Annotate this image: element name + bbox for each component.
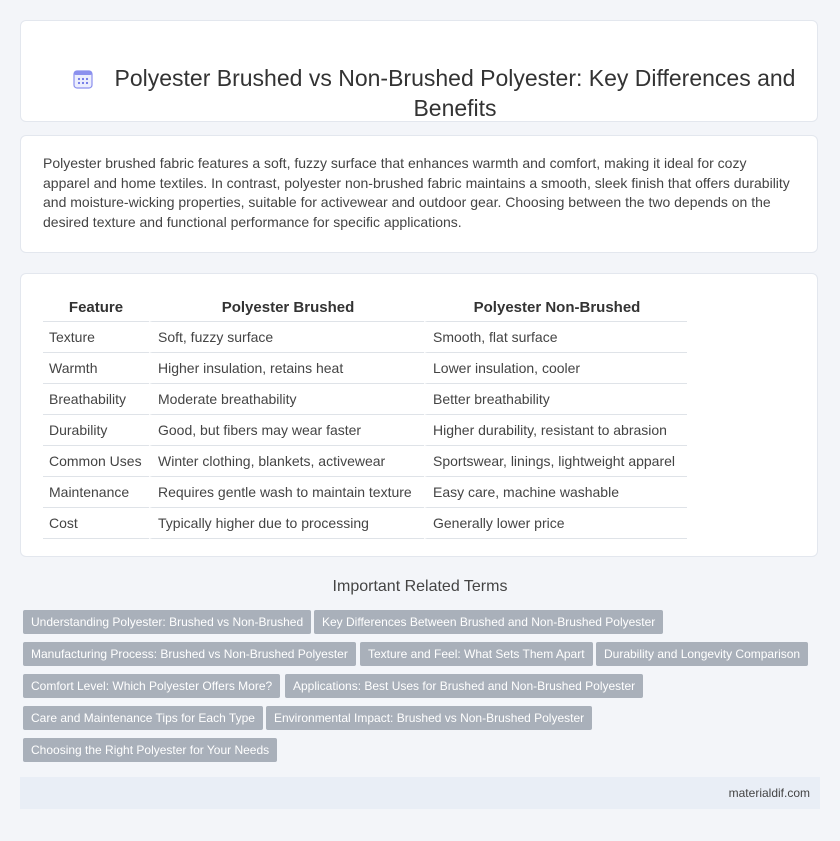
related-term-tag[interactable]: Understanding Polyester: Brushed vs Non-Brushed (23, 610, 311, 634)
feature-cell: Common Uses (43, 446, 149, 477)
intro-paragraph: Polyester brushed fabric features a soft, fuzzy surface that enhances warmth and comfort, making it ideal for cozy apparel and home textiles. In contrast, polyester non-brushed fabric maintains a smooth, sleek finish that offers durability and moisture-wicking properties, suitable for activewear and outdoor gear. Choosing between the two depends on the desired texture and functional performance for specific applications. (43, 155, 790, 230)
non-brushed-cell: Lower insulation, cooler (424, 353, 687, 384)
brushed-cell: Higher insulation, retains heat (149, 353, 424, 384)
non-brushed-cell: Sportswear, linings, lightweight apparel (424, 446, 687, 477)
table-row (43, 415, 687, 446)
brushed-cell: Good, but fibers may wear faster (149, 415, 424, 446)
header-non-brushed: Polyester Non-Brushed (424, 294, 687, 322)
related-term-tag[interactable]: Durability and Longevity Comparison (596, 642, 808, 666)
brushed-cell: Requires gentle wash to maintain texture (149, 477, 424, 508)
related-term-tag[interactable]: Care and Maintenance Tips for Each Type (23, 706, 263, 730)
footer (20, 777, 820, 809)
related-term-tag[interactable]: Manufacturing Process: Brushed vs Non-Brushed Polyester (23, 642, 356, 666)
page-title: Polyester Brushed vs Non-Brushed Polyester: Key Differences and Benefits (114, 65, 796, 121)
feature-cell: Breathability (43, 384, 149, 415)
brushed-cell: Soft, fuzzy surface (149, 322, 424, 353)
related-term-tag[interactable]: Comfort Level: Which Polyester Offers More? (23, 674, 280, 698)
brushed-cell: Typically higher due to processing (149, 508, 424, 539)
feature-cell: Maintenance (43, 477, 149, 508)
feature-cell: Cost (43, 508, 149, 539)
non-brushed-cell: Better breathability (424, 384, 687, 415)
related-terms-heading: Important Related Terms (332, 578, 508, 595)
title-card (20, 20, 818, 122)
table-row (43, 446, 687, 477)
table-row (43, 477, 687, 508)
non-brushed-cell: Higher durability, resistant to abrasion (424, 415, 687, 446)
calendar-grid-icon (71, 67, 95, 91)
feature-cell: Durability (43, 415, 149, 446)
comparison-table (43, 294, 687, 539)
feature-cell: Texture (43, 322, 149, 353)
related-term-tag[interactable]: Environmental Impact: Brushed vs Non-Brushed Polyester (266, 706, 592, 730)
header-brushed: Polyester Brushed (149, 294, 424, 322)
table-row (43, 353, 687, 384)
related-term-tag[interactable]: Choosing the Right Polyester for Your Needs (23, 738, 277, 762)
non-brushed-cell: Smooth, flat surface (424, 322, 687, 353)
header-feature: Feature (43, 294, 149, 322)
brushed-cell: Moderate breathability (149, 384, 424, 415)
site-name[interactable]: materialdif.com (728, 786, 810, 800)
brushed-cell: Winter clothing, blankets, activewear (149, 446, 424, 477)
related-term-tag[interactable]: Applications: Best Uses for Brushed and Non-Brushed Polyester (285, 674, 643, 698)
non-brushed-cell: Generally lower price (424, 508, 687, 539)
related-term-tag[interactable]: Texture and Feel: What Sets Them Apart (360, 642, 593, 666)
comparison-table-card (20, 273, 818, 557)
table-row (43, 508, 687, 539)
table-header-row (43, 294, 687, 322)
table-row (43, 384, 687, 415)
related-term-tag[interactable]: Key Differences Between Brushed and Non-Brushed Polyester (314, 610, 663, 634)
feature-cell: Warmth (43, 353, 149, 384)
non-brushed-cell: Easy care, machine washable (424, 477, 687, 508)
intro-card (20, 135, 818, 253)
table-row (43, 322, 687, 353)
